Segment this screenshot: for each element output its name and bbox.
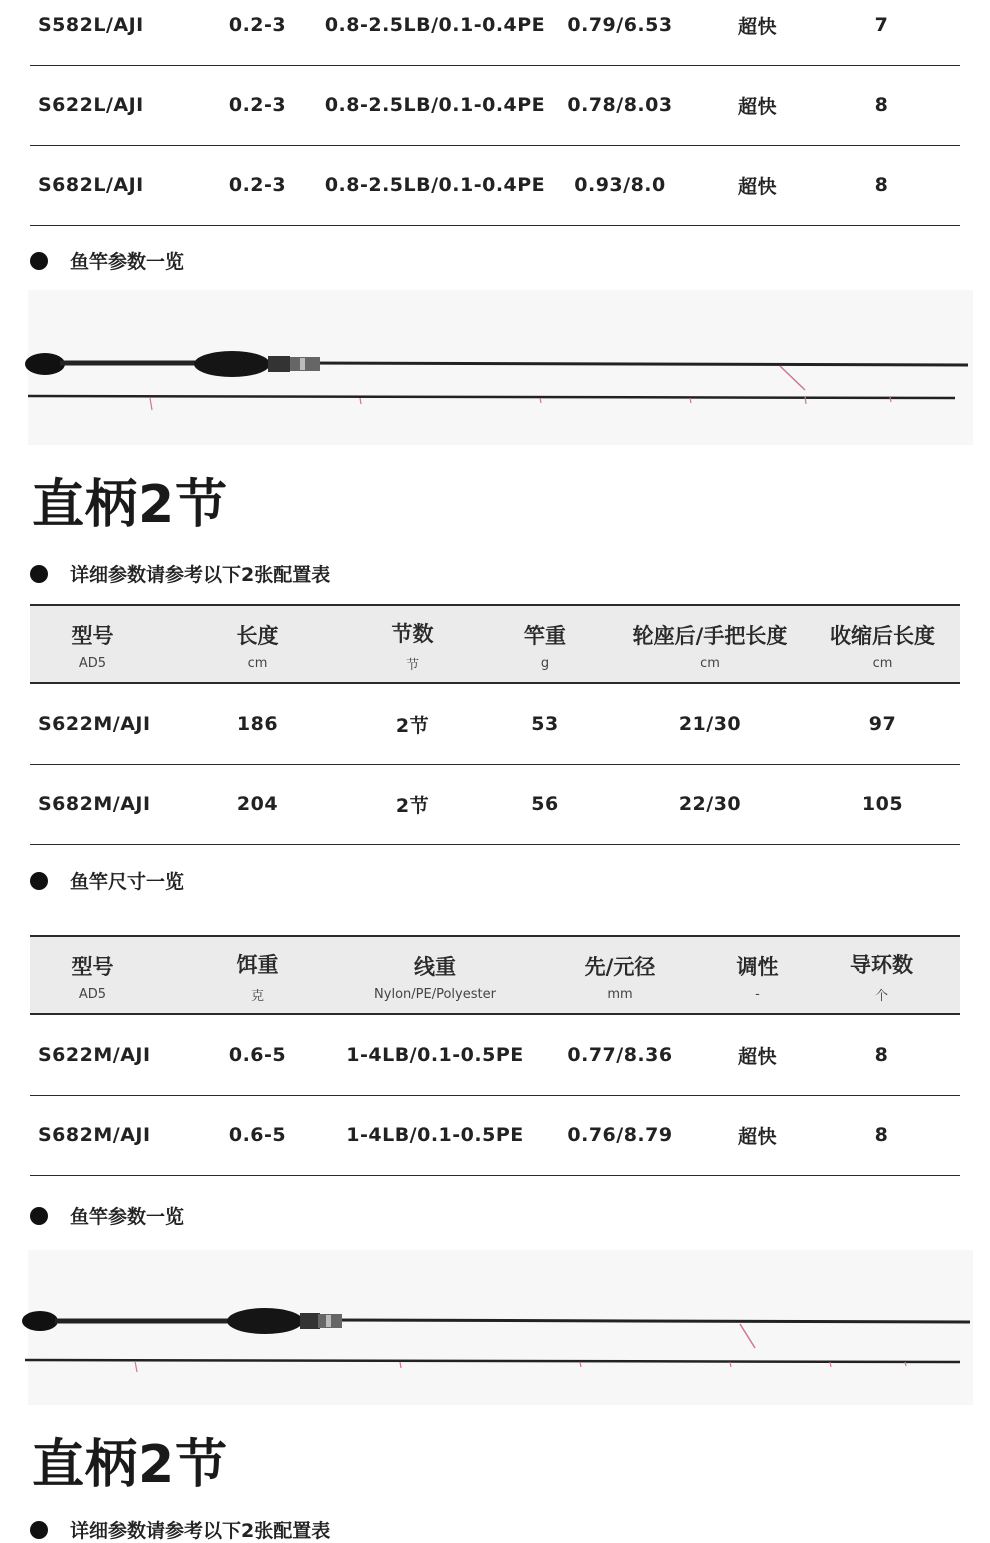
section-title: 直柄2节 [32,475,229,535]
header-diameter: 先/元径 mm [584,954,656,1002]
length-cell: 204 [236,793,279,815]
model-cell: S622M/AJI [38,1044,151,1066]
fishing-rod-image [0,330,990,420]
model-cell: S622L/AJI [38,94,144,116]
action-cell: 超快 [737,1125,777,1148]
bullet-dot [30,1207,48,1225]
lure-weight-cell: 0.2-3 [228,94,287,116]
config-note-text: 详细参数请参考以下2张配置表 [70,1520,331,1542]
model-cell: S682M/AJI [38,793,151,815]
rod-size-heading [30,867,184,894]
closed-length-cell: 105 [861,793,904,815]
bullet-dot [30,565,48,583]
handle-cell: 22/30 [678,793,742,815]
diameter-cell: 0.77/8.36 [567,1044,673,1066]
guide-count-cell: 8 [874,94,889,116]
header-line-weight: 线重 Nylon/PE/Polyester [374,954,496,1002]
model-cell: S682M/AJI [38,1124,151,1146]
guide-count-cell: 8 [874,174,889,196]
guide-count-cell: 8 [874,1044,889,1066]
header-guide-count: 导环数 个 [850,952,913,1004]
rod-params-heading [30,1202,184,1229]
header-sections: 节数 节 [391,621,434,673]
diameter-cell: 0.76/8.79 [567,1124,673,1146]
guide-count-cell: 8 [874,1124,889,1146]
line-weight-cell: 1-4LB/0.1-0.5PE [346,1124,524,1146]
sections-cell: 2节 [395,714,430,737]
section-title: 直柄2节 [32,1435,229,1495]
guide-count-cell: 7 [874,14,889,36]
header-model: 型号 AD5 [71,623,114,671]
weight-cell: 53 [531,713,559,735]
rod-params-heading [30,247,184,274]
header-model: 型号 AD5 [71,954,114,1002]
action-cell: 超快 [737,15,777,38]
fishing-rod-image [0,1290,990,1380]
table-row [30,0,960,66]
line-weight-cell: 0.8-2.5LB/0.1-0.4PE [324,94,546,116]
rod-params-label: 鱼竿参数一览 [70,1206,185,1228]
action-cell: 超快 [737,95,777,118]
closed-length-cell: 97 [868,713,897,735]
config-note [30,1516,330,1543]
rod-size-label: 鱼竿尺寸一览 [70,871,185,893]
header-rod-weight: 竿重 g [524,623,566,671]
lure-weight-cell: 0.6-5 [228,1044,287,1066]
diameter-cell: 0.78/8.03 [567,94,673,116]
header-lure-weight: 饵重 克 [236,952,279,1004]
table-header [30,604,960,684]
header-handle-length: 轮座后/手把长度 cm [632,623,788,671]
model-cell: S622M/AJI [38,713,151,735]
line-weight-cell: 0.8-2.5LB/0.1-0.4PE [324,174,546,196]
table-row [30,764,960,845]
lure-weight-cell: 0.2-3 [228,174,287,196]
diameter-cell: 0.79/6.53 [567,14,673,36]
line-weight-cell: 1-4LB/0.1-0.5PE [346,1044,524,1066]
header-length: 长度 cm [236,623,279,671]
table-header [30,935,960,1015]
bullet-dot [30,872,48,890]
model-cell: S682L/AJI [38,174,144,196]
line-weight-cell: 0.8-2.5LB/0.1-0.4PE [324,14,546,36]
header-action: 调性 - [736,954,779,1002]
table-row [30,65,960,146]
header-closed-length: 收缩后长度 cm [830,623,935,671]
lure-weight-cell: 0.2-3 [228,14,287,36]
handle-cell: 21/30 [678,713,742,735]
sections-cell: 2节 [395,794,430,817]
table-row [30,684,960,765]
model-cell: S582L/AJI [38,14,144,36]
table-row [30,145,960,226]
length-cell: 186 [236,713,279,735]
config-note-text: 详细参数请参考以下2张配置表 [70,564,331,586]
table-row [30,1015,960,1096]
rod-params-label: 鱼竿参数一览 [70,251,185,273]
table-row [30,1095,960,1176]
lure-weight-cell: 0.6-5 [228,1124,287,1146]
action-cell: 超快 [737,175,777,198]
config-note [30,560,330,587]
diameter-cell: 0.93/8.0 [574,174,666,196]
action-cell: 超快 [737,1045,777,1068]
weight-cell: 56 [531,793,559,815]
bullet-dot [30,1521,48,1539]
bullet-dot [30,252,48,270]
